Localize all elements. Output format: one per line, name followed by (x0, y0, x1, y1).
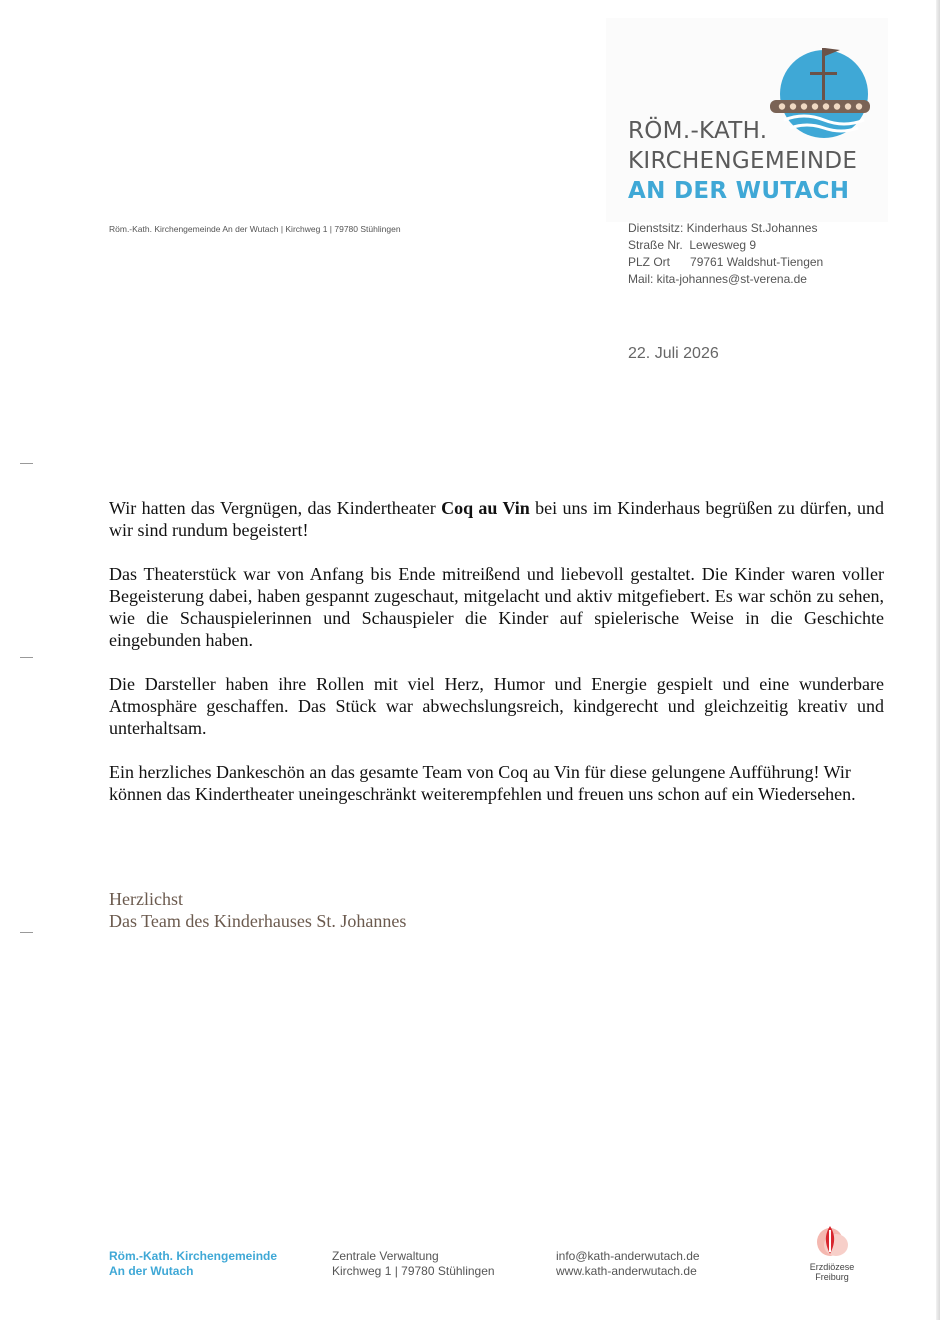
letter-date: 22. Juli 2026 (628, 345, 719, 362)
closing: Herzlichst (109, 889, 183, 909)
letter-body (109, 497, 884, 827)
punch-mark (20, 657, 33, 658)
city-label: PLZ Ort (628, 255, 671, 269)
footer-administration: Zentrale Verwaltung Kirchweg 1 | 79780 Stühlingen (332, 1249, 495, 1278)
page-edge (936, 0, 940, 1320)
parish-logo (606, 18, 888, 222)
paragraph-4: Ein herzliches Dankeschön an das gesamte Team von Coq au Vin für diese gelungene Aufführung! Wir können das Kindertheater uneingeschränkt weiterempfehlen und freuen uns schon auf ein Wiedersehen. (109, 762, 856, 804)
return-address: Röm.-Kath. Kirchengemeinde An der Wutach | Kirchweg 1 | 79780 Stühlingen (109, 224, 401, 234)
theater-name: Coq au Vin (441, 498, 530, 518)
signature-block (109, 888, 406, 932)
city-value: 79761 Waldshut-Tiengen (690, 255, 824, 269)
signature: Das Team des Kinderhauses St. Johannes (109, 911, 407, 931)
fold-mark-bottom (20, 932, 33, 933)
mail-line: Mail: kita-johannes@st-verena.de (628, 272, 807, 286)
footer-parish: Röm.-Kath. Kirchengemeinde An der Wutach (109, 1249, 278, 1278)
dienstsitz-line: Dienstsitz: Kinderhaus St.Johannes (628, 221, 818, 235)
fold-mark-top (20, 463, 33, 464)
paragraph-1: Wir hatten das Vergnügen, das Kindertheater Coq au Vin bei uns im Kinderhaus begrüßen zu dürfen, und wir sind rundum begeistert! (109, 498, 884, 540)
city-line (628, 254, 823, 271)
logo-text-line-1: RÖM.-KATH. (628, 118, 768, 144)
archdiocese-logo: Erzdiözese Freiburg (800, 1220, 864, 1282)
logo-text-line-3: AN DER WUTACH (628, 178, 850, 204)
street-line (628, 237, 823, 254)
street-value: Lewesweg 9 (689, 238, 757, 252)
archdiocese-flame-icon (811, 1220, 853, 1262)
footer-email[interactable]: info@kath-anderwutach.de (556, 1249, 700, 1263)
ship-cross-logo-icon (766, 42, 878, 142)
footer-contact (556, 1249, 700, 1279)
logo-text-line-2: KIRCHENGEMEINDE (628, 148, 858, 174)
footer-website[interactable]: www.kath-anderwutach.de (556, 1264, 697, 1278)
paragraph-2: Das Theaterstück war von Anfang bis Ende mitreißend und liebevoll gestaltet. Die Kinder waren voller Begeisterung dabei, haben gespannt zugeschaut, mitgelacht und aktiv mitgefiebert. Es war schön zu sehen, wie die Schauspielerinnen und Schauspieler die Kinder auf spielerische Weise in die Geschichte eingebunden haben. (109, 564, 884, 650)
contact-info-block (628, 220, 823, 288)
paragraph-3: Die Darsteller haben ihre Rollen mit viel Herz, Humor und Energie gespielt und eine wunderbare Atmosphäre geschaffen. Das Stück war abwechslungsreich, kindgerecht und gleichzeitig kreativ und unterhaltsam. (109, 674, 884, 738)
street-label: Straße Nr. (628, 238, 683, 252)
